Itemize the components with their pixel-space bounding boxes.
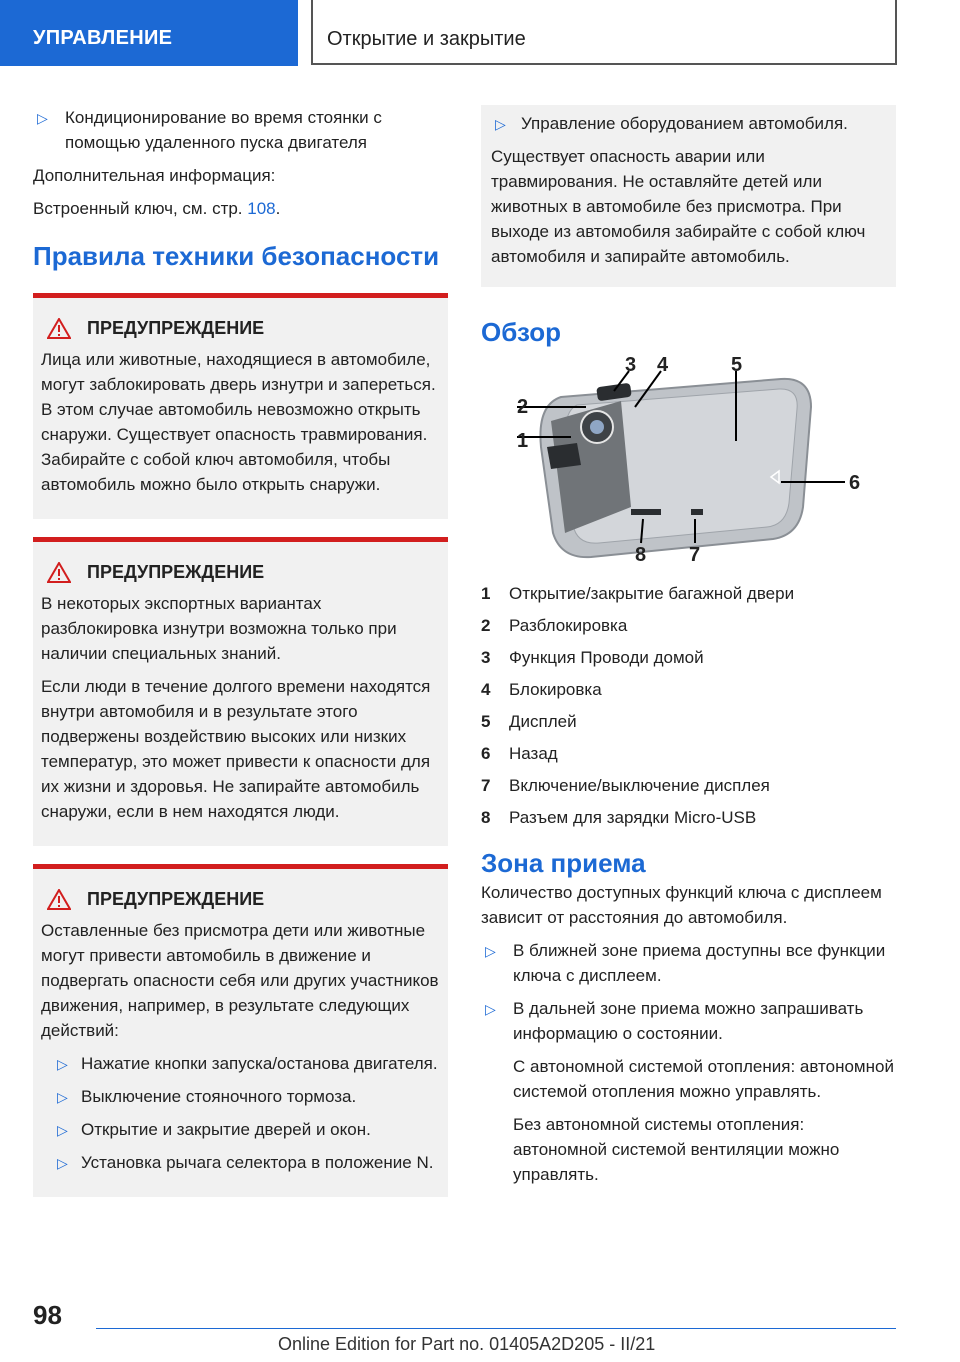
warning-box — [33, 864, 448, 1197]
warning-text: Если люди в течение долгого времени находятся внутри автомобиля и в результате этого подвержены воздействию высоких или низких температур, это может привести к опасности для их жизни и здоровья. Не запирайте автомобиль снаружи, если в нем находятся люди. — [41, 677, 431, 821]
warning-box — [33, 293, 448, 519]
legend-item: 5 Дисплей — [481, 712, 577, 731]
list-item: ▷ Кондиционирование во время стоянки с помощью удаленного пуска двигателя — [37, 108, 382, 152]
warning-title: ПРЕДУПРЕЖДЕНИЕ — [87, 889, 265, 909]
chapter-title: Открытие и закрытие — [327, 28, 526, 50]
list-item: ▷ В дальней зоне приема можно запрашивать информацию о состоянии. — [485, 999, 864, 1043]
chapter-header — [311, 0, 897, 65]
footer-divider — [96, 1328, 896, 1329]
list-item: ▷ Открытие и закрытие дверей и окон. — [41, 1117, 440, 1142]
page-link[interactable]: 108 — [247, 199, 276, 218]
warning-text: В некоторых экспортных вариантах разблокировка изнутри возможна только при наличии специальных знаний. — [41, 594, 397, 663]
right-column — [481, 105, 896, 1195]
key-illustration — [481, 354, 896, 571]
callout-label: 3 — [625, 354, 637, 376]
bullet-triangle-icon: ▷ — [485, 1001, 496, 1017]
warning-title: ПРЕДУПРЕЖДЕНИЕ — [87, 318, 265, 338]
footer-text: Online Edition for Part no. 01405A2D205 - II/21 — [278, 1334, 656, 1354]
with-heater-text: С автономной системой отопления: автономной системой отопления можно управлять. — [513, 1057, 894, 1101]
list-item: ▷ Нажатие кнопки запуска/останова двигателя. — [41, 1051, 440, 1076]
callout-label: 7 — [689, 544, 701, 566]
warning-triangle-icon — [47, 562, 71, 583]
section-tab — [0, 0, 298, 66]
without-heater-text: Без автономной системы отопления: автономной системой вентиляции можно управлять. — [513, 1115, 840, 1184]
page-number: 98 — [33, 1300, 62, 1330]
list-item: ▷ Выключение стояночного тормоза. — [41, 1084, 440, 1109]
legend-item: 8 Разъем для зарядки Micro-USB — [481, 808, 757, 827]
callout-label: 2 — [517, 396, 529, 418]
legend-item: 7 Включение/выключение дисплея — [481, 776, 770, 795]
legend-item: 6 Назад — [481, 744, 558, 763]
legend-list — [481, 581, 896, 830]
callout-label: 5 — [731, 354, 743, 376]
callout-label: 6 — [849, 472, 861, 494]
legend-item: 3 Функция Проводи домой — [481, 648, 704, 667]
section-title: УПРАВЛЕНИЕ — [33, 27, 173, 49]
range-text: Количество доступных функций ключа с дисплеем зависит от расстояния до автомобиля. — [481, 883, 882, 927]
warning-triangle-icon — [47, 889, 71, 910]
left-column — [33, 105, 448, 1211]
callout-label: 4 — [657, 354, 669, 376]
note-box — [481, 105, 896, 287]
list-item: ▷ Управление оборудованием автомобиля. — [491, 111, 886, 136]
bullet-triangle-icon: ▷ — [37, 110, 48, 126]
callout-label: 1 — [517, 430, 529, 452]
bullet-triangle-icon: ▷ — [57, 1089, 68, 1105]
note-text: Существует опасность аварии или травмирования. Не оставляйте детей или животных в автомобиле без присмотра. При выходе из автомобиля забирайте с собой ключ автомобиля и запирайте автомобиль. — [491, 147, 866, 266]
addl-info: Дополнительная информация: — [33, 166, 276, 185]
safety-heading: Правила техники безопасности — [33, 241, 440, 271]
legend-item: 4 Блокировка — [481, 680, 602, 699]
warning-text: Лица или животные, находящиеся в автомобиле, могут заблокировать дверь изнутри и запереться. В этом случае автомобиль невозможно открыть снаружи. Существует опасность травмирования. Забирайте с собой ключ автомобиля, чтобы автомобиль можно было открыть снаружи. — [41, 350, 436, 494]
callout-label: 8 — [635, 544, 647, 566]
warning-triangle-icon — [47, 318, 71, 339]
display-key-image — [481, 357, 896, 571]
list-item: ▷ В ближней зоне приема доступны все функции ключа с дисплеем. — [485, 941, 886, 985]
list-item: ▷ Установка рычага селектора в положение N. — [41, 1150, 440, 1175]
bullet-triangle-icon: ▷ — [485, 943, 496, 959]
legend-item: 1 Открытие/закрытие багажной двери — [481, 584, 795, 603]
builtin-key-ref: Встроенный ключ, см. стр. 108. — [33, 199, 281, 218]
bullet-triangle-icon: ▷ — [495, 116, 506, 132]
warning-title: ПРЕДУПРЕЖДЕНИЕ — [87, 562, 265, 582]
overview-heading: Обзор — [481, 317, 561, 347]
warning-text: Оставленные без присмотра дети или животные могут привести автомобиль в движение и подвергать опасности себя или других участников движения, например, в результате следующих действий: — [41, 921, 439, 1040]
bullet-triangle-icon: ▷ — [57, 1155, 68, 1171]
range-heading: Зона приема — [481, 848, 646, 878]
legend-item: 2 Разблокировка — [481, 616, 628, 635]
warning-box — [33, 537, 448, 846]
bullet-triangle-icon: ▷ — [57, 1056, 68, 1072]
bullet-triangle-icon: ▷ — [57, 1122, 68, 1138]
